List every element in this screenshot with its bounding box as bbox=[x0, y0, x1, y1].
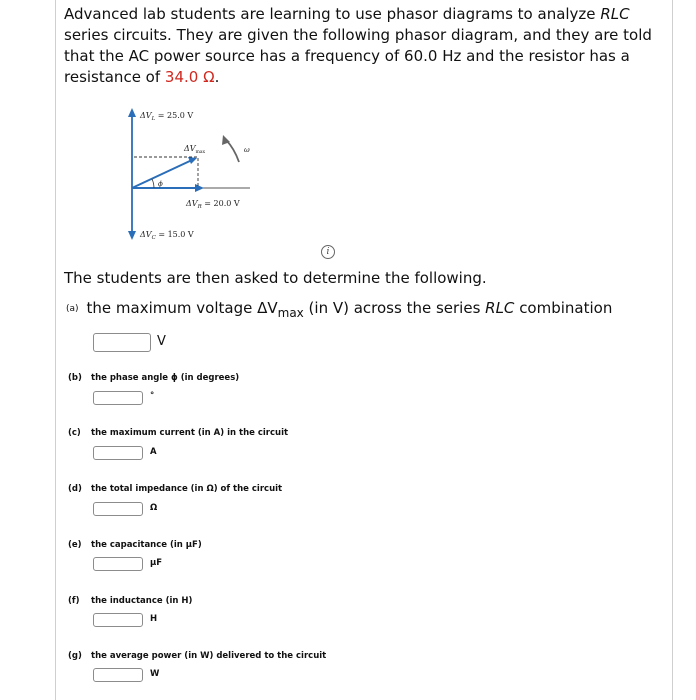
part-f-text: the inductance (in H) bbox=[91, 596, 193, 606]
label-vr: $\Delta V_R = 20.0$ V bbox=[186, 199, 240, 210]
part-e-text: the capacitance (in μF) bbox=[91, 540, 202, 550]
intro-rlc: RLC bbox=[600, 5, 630, 23]
problem-statement bbox=[64, 4, 664, 88]
intro-end: . bbox=[214, 68, 220, 86]
intro-part1: Advanced lab students are learning to use phasor diagrams to analyze bbox=[64, 5, 601, 23]
part-g-text: the average power (in W) delivered to the circuit bbox=[91, 651, 327, 661]
unit-d: Ω bbox=[150, 503, 158, 513]
answer-input-e[interactable] bbox=[93, 557, 143, 571]
resistance-value: 34.0 Ω bbox=[164, 68, 215, 86]
intro-part2: series circuits. They are given the following phasor diagram, and they are told that the AC power source has a frequency of 60.0 Hz and the resistor has a resistance of bbox=[64, 26, 652, 86]
label-phi: ϕ bbox=[158, 180, 163, 188]
part-b-question bbox=[68, 373, 239, 383]
part-g-letter: (g) bbox=[68, 651, 82, 661]
part-a-post: (in V) across the series bbox=[303, 299, 486, 317]
arrow-vl-head bbox=[128, 108, 136, 117]
answer-input-d[interactable] bbox=[93, 502, 143, 516]
prompt-lead: The students are then asked to determine the following. bbox=[64, 269, 487, 287]
part-d-question bbox=[68, 484, 282, 494]
info-icon[interactable]: i bbox=[321, 245, 335, 259]
part-a-pre: the maximum voltage ΔV bbox=[86, 299, 278, 317]
label-vl: $\Delta V_L = 25.0$ V bbox=[140, 111, 194, 122]
label-vc: $\Delta V_C = 15.0$ V bbox=[140, 230, 194, 241]
unit-b: ° bbox=[150, 391, 155, 401]
part-a-letter: (a) bbox=[66, 304, 79, 314]
answer-input-g[interactable] bbox=[93, 668, 143, 682]
label-omega: ω bbox=[244, 146, 250, 154]
part-f-question bbox=[68, 596, 192, 606]
unit-g: W bbox=[150, 669, 160, 679]
part-d-letter: (d) bbox=[68, 484, 82, 494]
part-f-letter: (f) bbox=[68, 596, 80, 606]
unit-f: H bbox=[150, 614, 158, 624]
part-e-question bbox=[68, 540, 202, 550]
unit-e: μF bbox=[150, 558, 163, 568]
label-vmax: $\Delta V_{max}$ bbox=[184, 144, 206, 155]
part-b-text: the phase angle ϕ (in degrees) bbox=[91, 373, 240, 383]
unit-a: V bbox=[157, 334, 166, 349]
answer-input-c[interactable] bbox=[93, 446, 143, 460]
part-d-text: the total impedance (in Ω) of the circuit bbox=[91, 484, 283, 494]
part-a-end: combination bbox=[514, 299, 613, 317]
part-b-letter: (b) bbox=[68, 373, 82, 383]
arrow-vr-head bbox=[195, 184, 204, 192]
omega-rotation-arrow bbox=[226, 140, 239, 162]
unit-c: A bbox=[150, 447, 157, 457]
part-a-rlc: RLC bbox=[485, 299, 515, 317]
answer-input-f[interactable] bbox=[93, 613, 143, 627]
arrow-vc-head bbox=[128, 231, 136, 240]
answer-input-b[interactable] bbox=[93, 391, 143, 405]
phase-angle-arc bbox=[152, 179, 154, 188]
phasor-diagram bbox=[118, 100, 288, 250]
answer-input-a[interactable] bbox=[93, 333, 151, 352]
part-a-question bbox=[66, 298, 612, 323]
part-c-letter: (c) bbox=[68, 428, 81, 438]
part-a-sub: max bbox=[277, 306, 304, 320]
part-g-question bbox=[68, 651, 326, 661]
part-c-question bbox=[68, 428, 288, 438]
part-e-letter: (e) bbox=[68, 540, 82, 550]
part-c-text: the maximum current (in A) in the circuit bbox=[91, 428, 289, 438]
